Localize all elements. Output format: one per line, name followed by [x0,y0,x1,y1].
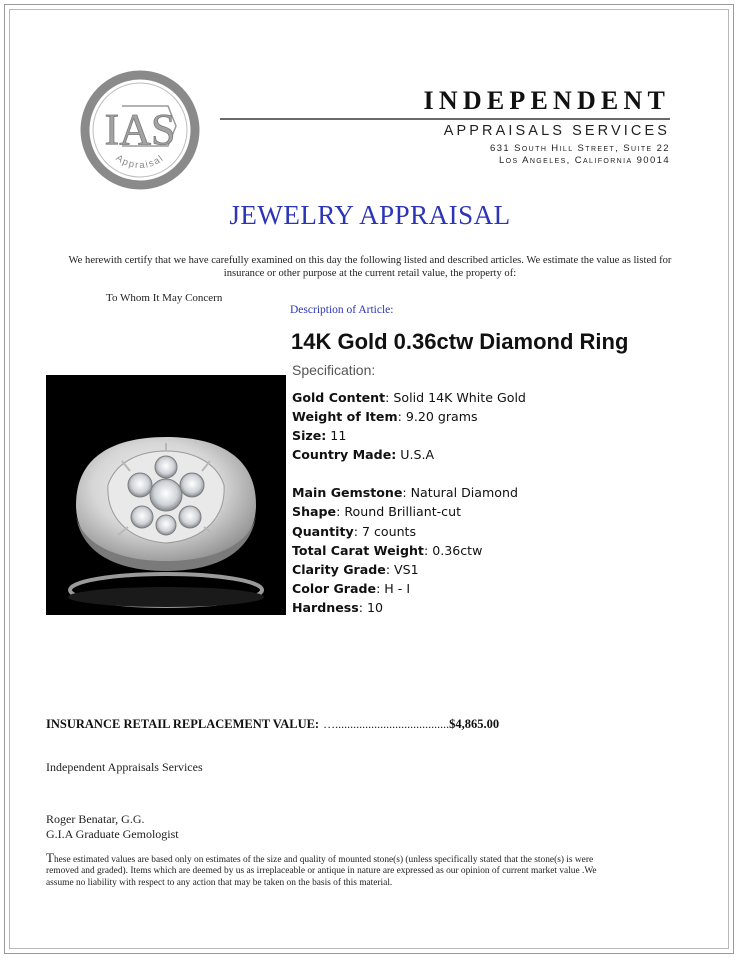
ring-photo [46,375,286,615]
valuation-leader: …...................................... [323,717,450,731]
logo-monogram: IAS [104,105,176,154]
spec-row-main-gemstone: Main Gemstone: Natural Diamond [292,485,518,501]
appraiser-title: G.I.A Graduate Gemologist [46,827,179,841]
disclaimer-body: hese estimated values are based only on estimates of the size and quality of mounted stone(s) (unless specifically stated that the stone(s) is were removed and graded). Items which are deemed by us as irreplaceable or antique in nature are expressed as our opinion of current market value .We assume no liability with respect to any action that may be taken on the basis of this material. [46,855,597,888]
company-name: INDEPENDENT [423,86,670,115]
spec-row-shape: Shape: Round Brilliant-cut [292,504,462,520]
spec-row-total-carat: Total Carat Weight: 0.36ctw [292,542,483,558]
disclaimer-text [46,852,606,889]
valuation-line [46,717,499,732]
appraiser-name: Roger Benatar, G.G. [46,812,145,826]
specification-list [292,388,526,617]
specification-label: Specification: [292,362,376,378]
spec-row-clarity: Clarity Grade: VS1 [292,561,419,577]
spec-row-quantity: Quantity: 7 counts [292,523,417,539]
spec-row-hardness: Hardness: 10 [292,599,384,615]
company-address-line2: Los Angeles, California 90014 [499,155,670,166]
logo-ring-text: Appraisal [113,152,167,172]
spec-row-color: Color Grade: H - I [292,580,411,596]
valuation-amount: $4,865.00 [449,717,500,731]
certification-text: We herewith certify that we have carefully examined on this day the following listed and described articles. We estimate the value as listed for insurance or other purpose at the current retail value, the property of: [68,255,672,279]
recipient: To Whom It May Concern [106,292,223,304]
document-title: JEWELRY APPRAISAL [229,200,511,230]
spec-row-weight: Weight of Item: 9.20 grams [292,409,478,425]
spec-row-country: Country Made: U.S.A [292,447,435,463]
header-divider [220,118,670,120]
company-address-line1: 631 South Hill Street, Suite 22 [490,143,670,154]
description-label: Description of Article: [290,304,394,316]
spec-row-size: Size: 11 [292,428,347,444]
valuation-label: INSURANCE RETAIL REPLACEMENT VALUE: [46,717,320,731]
company-subtitle: APPRAISALS SERVICES [443,123,670,139]
ias-logo [78,68,202,192]
disclaimer-first-letter: T [46,850,54,865]
item-title: 14K Gold 0.36ctw Diamond Ring [291,329,629,354]
signoff-company: Independent Appraisals Services [46,760,203,774]
spec-row-gold-content: Gold Content: Solid 14K White Gold [292,390,526,405]
